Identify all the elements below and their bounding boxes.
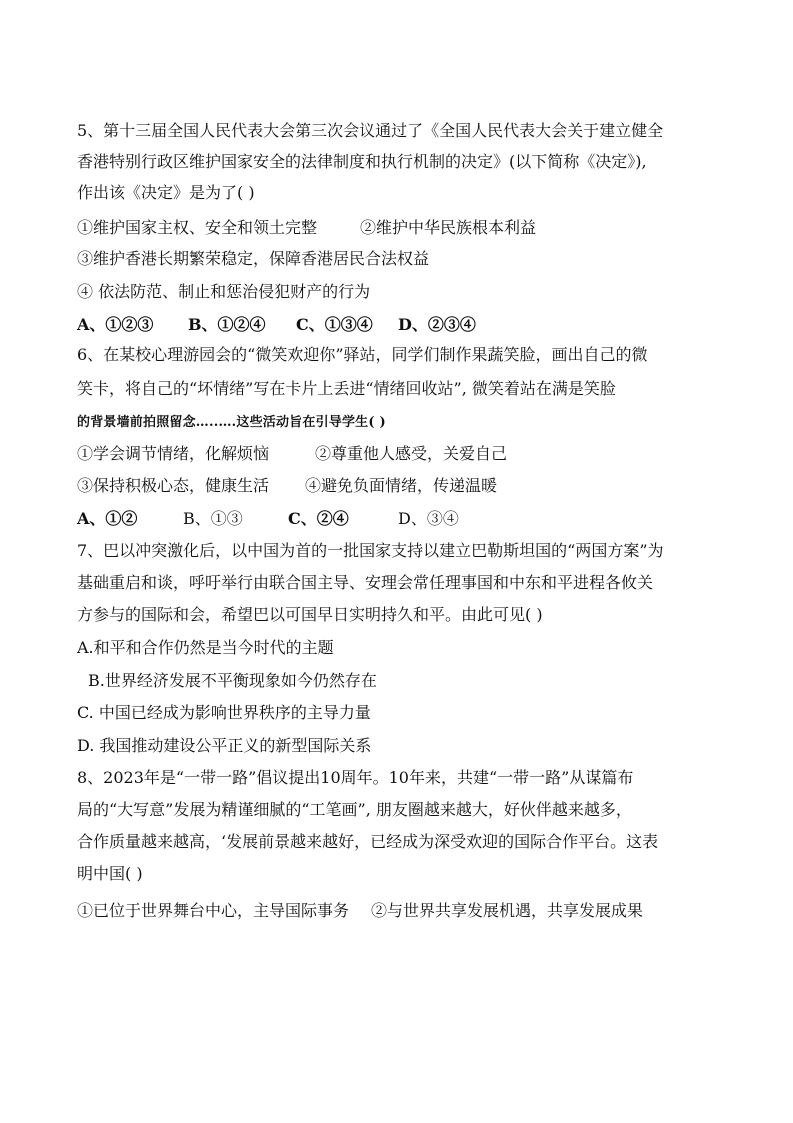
q7-option-d[interactable]: D. 我国推动建设公平正义的新型国际关系 xyxy=(77,736,372,755)
q8-statement-2: ②与世界共享发展机遇，共享发展成果 xyxy=(371,901,644,920)
q5-option-d[interactable]: D、②③④ xyxy=(398,315,476,334)
q6-option-c[interactable]: C、②④ xyxy=(288,509,349,528)
q8-stem-line-2: 局的“大写意”发展为精谨细腻的“工笔画”, 朋友圈越来越大，好伙伴越来越多， xyxy=(77,800,632,819)
q7-option-c[interactable]: C. 中国已经成为影响世界秩序的主导力量 xyxy=(77,703,371,722)
q6-stem-line-1: 6、在某校心理游园会的“微笑欢迎你”驿站，同学们制作果蔬笑脸，画出自己的微 xyxy=(77,345,648,364)
q7-option-b[interactable]: B.世界经济发展不平衡现象如今仍然存在 xyxy=(88,671,377,690)
q5-option-b[interactable]: B、①②④ xyxy=(188,315,266,334)
q5-option-c[interactable]: C、①③④ xyxy=(296,315,373,334)
q6-option-a[interactable]: A、①② xyxy=(77,509,138,528)
q6-option-b[interactable]: B、①③ xyxy=(183,509,243,528)
q7-stem-line-1: 7、巴以冲突激化后，以中国为首的一批国家支持以建立巴勒斯坦国的“两国方案”为 xyxy=(77,541,664,560)
q5-statement-4: ④ 依法防范、制止和惩治侵犯财产的行为 xyxy=(77,282,371,301)
q5-stem-line-3: 作出该《决定》是为了( ) xyxy=(77,183,255,202)
q7-stem-line-3: 方参与的国际和会，希望巴以可国早日实明持久和平。由此可见( ) xyxy=(77,605,543,624)
q5-statement-2: ②维护中华民族根本利益 xyxy=(360,218,537,237)
q6-statement-3: ③保持积极心态，健康生活 xyxy=(77,476,270,495)
q6-statement-1: ①学会调节情绪，化解烦恼 xyxy=(77,444,270,463)
q8-stem-line-3: 合作质量越来越高，‘发展前景越来越好，已经成为深受欢迎的国际合作平台。这表 xyxy=(77,832,659,851)
q5-stem-line-1: 5、第十三届全国人民代表大会第三次会议通过了《全国人民代表大会关于建立健全 xyxy=(77,121,664,140)
q5-stem-line-2: 香港特别行政区维护国家安全的法律制度和执行机制的决定》(以下简称《决定》), xyxy=(77,152,647,171)
q8-statement-1: ①已位于世界舞台中心，主导国际事务 xyxy=(77,901,350,920)
q7-stem-line-2: 基础重启和谈，呼吁举行由联合国主导、安理会常任理事国和中东和平进程各攸关 xyxy=(77,573,654,592)
q5-option-a[interactable]: A、①②③ xyxy=(77,315,154,334)
q5-statement-1: ①维护国家主权、安全和领土完整 xyxy=(77,218,318,237)
q6-option-d[interactable]: D、③④ xyxy=(398,509,459,528)
q5-statement-3: ③维护香港长期繁荣稳定，保障香港居民合法权益 xyxy=(77,249,430,268)
q6-stem-line-2: 笑卡，将自己的“坏情绪”写在卡片上丢进“情绪回收站”, 微笑着站在满是笑脸 xyxy=(77,379,616,398)
q7-option-a[interactable]: A.和平和合作仍然是当今时代的主题 xyxy=(77,638,334,657)
q6-statement-2: ②尊重他人感受，关爱自己 xyxy=(315,444,508,463)
q8-stem-line-1: 8、2023年是“一带一路”倡议提出10周年。10年来，共建“一带一路”从谋篇布 xyxy=(77,768,634,787)
q6-stem-line-3: 的背景墙前拍照留念…..….这些活动旨在引导学生( ) xyxy=(77,415,386,430)
q8-stem-line-4: 明中国( ) xyxy=(77,864,143,883)
q6-statement-4: ④避免负面情绪，传递温暖 xyxy=(305,476,498,495)
